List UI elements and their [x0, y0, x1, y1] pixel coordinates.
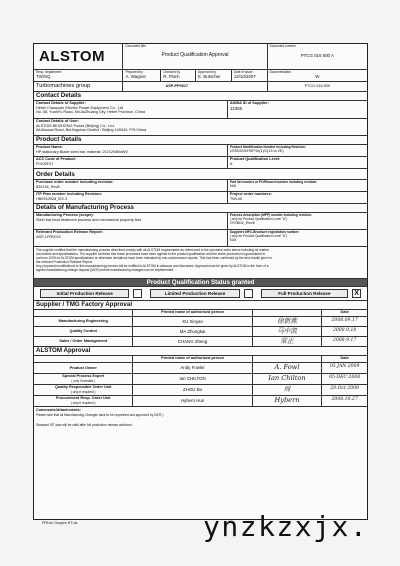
signature[interactable]: Hybern: [253, 396, 323, 406]
product-heading: Product Details: [34, 136, 367, 145]
mfg-process: Manufacturing Process (scope): Steel bar heat treatment process and mechanical property test: [34, 213, 228, 229]
doc-number-label: Document number: [269, 44, 296, 48]
doc-title: Product Qualification Approval: [161, 52, 229, 58]
akiba-id: AKIBA ID of Supplier: 12395: [229, 101, 269, 111]
supplier-contact-row: [34, 101, 367, 119]
supplier-approval-header: [34, 310, 367, 317]
signed-date: 2008.09.17: [331, 318, 358, 323]
contact-heading: Contact Details: [34, 92, 367, 101]
meta-approved: Approved by E. Butscher: [196, 70, 232, 81]
po-row: [34, 180, 367, 192]
printed-name-header: Printed name of authorised person: [133, 356, 252, 362]
approval-row: Sales / Order Management CHANG Zheng 常正 2008-9.17: [34, 337, 367, 347]
meta-prepared: Prepared by A. Wagner: [123, 70, 161, 81]
signature[interactable]: 马中凯: [253, 327, 323, 336]
part-list: Part list number or PO/Record number including revision: N/A: [229, 180, 318, 188]
alstom-logo: ALSTOM: [34, 44, 123, 69]
signed-date: 2008.10.27: [331, 397, 358, 402]
release-report-row: [34, 230, 367, 247]
limited-release-option[interactable]: Limited Production Release: [150, 289, 239, 298]
sub-row: [34, 82, 367, 92]
acc-code: ACC Code of Product: F0105F47: [34, 157, 228, 168]
comments-heading: Comments/Attachments:: [36, 408, 81, 412]
meta-docs: Documentation W: [269, 70, 320, 79]
process-row: [34, 213, 367, 230]
doc-number: PTCG 016 500 A: [300, 53, 334, 58]
group-cell: Turbomachines group: [34, 82, 123, 91]
signed-date: 2008.9.18: [332, 328, 357, 333]
user-contact-row: [34, 119, 367, 136]
meta-row: [34, 70, 367, 82]
approval-form: [33, 43, 368, 520]
approval-row: Procurement Resp. Order Unit ( only if required ) Hybern Hun Hybern 2008.10.27: [34, 396, 367, 407]
signature[interactable]: A. Fowl: [253, 363, 323, 373]
release-report: Relevant Production Release Report: ASP-LPR0022: [34, 230, 228, 246]
approval-row: Quality Responsible Order Unit ( only if required ) ZHOU Bo 周 20.Oct 2008: [34, 385, 367, 396]
full-release-option[interactable]: Full Production Release: [261, 289, 348, 298]
signature[interactable]: 常正: [253, 337, 323, 346]
approval-row: Product Owner Andy Fowler A. Fowl 05 JAN 2009: [34, 363, 367, 374]
product-name: Product Name: HP stationary Blade steel bar, material: 2Cr12NiMoWV: [34, 145, 228, 156]
comments-line: Standard IST plan will be valid after full production release achieved.: [36, 422, 133, 427]
supplier-contact: Contact Details of Supplier: Hebei Chaoyuan Electric Power Equipment Co., Ltd No. 58, YuanFu Road, ShiJiaZhuang City, Hebei Province, China: [34, 101, 228, 118]
asp-cell: ASP-PP0017: [123, 82, 267, 91]
supplier-approval-heading: Supplier / TMG Factory Approval: [34, 301, 367, 310]
full-release-checkbox[interactable]: X: [352, 289, 361, 298]
signed-date: 05-DEC-2008: [329, 375, 361, 380]
initial-release-checkbox[interactable]: [133, 289, 142, 298]
meta-checked: Checked by R. Flüch: [161, 70, 196, 81]
mfc-brochure: Suppliers MFC-Brochure registration number: ( only for Product Qualification Level "A") N/A: [229, 230, 300, 242]
qualification-level: Product Qualification Level: A: [229, 157, 281, 166]
comments-line: Please note that all Manufacturing Changes have to be requested and approved by MCR.): [36, 412, 164, 417]
approval-row: Manufacturing Engineering XU Xinyan 徐新燕 2008.09.17: [34, 317, 367, 327]
doc-title-label: Document title: [125, 44, 146, 48]
initial-release-option[interactable]: Initial Production Release: [40, 289, 129, 298]
status-heading: Product Qualification Status granted: [34, 279, 367, 287]
limited-release-checkbox[interactable]: [244, 289, 253, 298]
meta-dept: Resp. department TW/SQ: [34, 70, 123, 81]
doc-title-cell: [123, 44, 267, 69]
acc-row: [34, 157, 367, 169]
signature[interactable]: Ian Chilton: [253, 374, 323, 384]
approval-row: Quality Control MA Zhongkai 马中凯 2008.9.18: [34, 327, 367, 337]
comments: [34, 407, 367, 427]
process-description: Process description (MPP) number including revision: ( only for Product Qualification Level "A") OY0602_RevE: [229, 213, 313, 225]
user-contact: Contact Details of User: ALSTOM BEIZHONG Power (Beijing) Co., Ltd. WuDaocai Road, BeiJingshan District / Beijing 100040, P.R.China: [36, 119, 147, 133]
doc-number-cell: [268, 44, 367, 69]
itp-plan: ITP Plan number including Revision: HB0910028_IE2.3: [34, 192, 228, 203]
header-row: [34, 44, 367, 70]
signed-date: 20.Oct 2008: [330, 386, 359, 391]
itp-row: [34, 192, 367, 204]
watermark: ynzkzxjx.: [203, 510, 369, 543]
supplier-approval-rows: [34, 317, 367, 347]
order-heading: Order Details: [34, 171, 367, 180]
signature[interactable]: 周: [253, 385, 323, 395]
date-header: Date: [340, 356, 349, 360]
mfg-heading: Details of Manufacturing Process: [34, 204, 367, 213]
rev-value: A: [330, 53, 334, 58]
project-order: Project order numbers: TWL05: [229, 192, 272, 201]
meta-date: Date of issue 13/10/2007: [232, 70, 268, 81]
alstom-approval-header: [34, 356, 367, 363]
product-name-row: [34, 145, 367, 157]
footer-note: FPA for Goupen HT.xls: [42, 521, 78, 525]
date-header: Date: [340, 310, 349, 314]
purchase-order: Purchase order number including revision: 830134_RevE: [34, 180, 228, 191]
signature[interactable]: 徐新燕: [253, 317, 323, 326]
product-ident: Product Identification Number including Revision: 1SSD019/HSP10(1)/1(13 to 2E): [229, 145, 306, 153]
status-row: [34, 287, 367, 301]
approval-row: Special Process Expert ( only if needed ) Ian CHILTON Ian Chilton 05-DEC-2008: [34, 374, 367, 385]
signed-date: 2008-9.17: [332, 338, 357, 343]
signed-date: 05 JAN 2009: [329, 364, 360, 369]
doc-number-repeat: PTCG 016 500: [304, 84, 330, 88]
supplier-statement: The supplier certifies that the manufacturing process described comply with all ALSTOM requirements as referenced in the purchase order above including all related documents and specifications. The supplier confirms that these processes have been applied to the product qualification and the entire production is guaranteed to conform 100% to ALSTOM specifications or otherwise deviations have been indicated by non-conformance reports. This has been confirmed by the test results given in the relevant Production Release Report. Any proposed modifications to this manufacturing process will be notified to ALSTOM in advance and discussed. Approval must be given by ALSTOM in the form of a signed manufacturing change request (MCR) before manufacturing changes can be implemented.: [34, 247, 367, 279]
printed-name-header: Printed name of authorised person: [133, 310, 252, 316]
alstom-approval-heading: ALSTOM Approval: [34, 347, 367, 356]
